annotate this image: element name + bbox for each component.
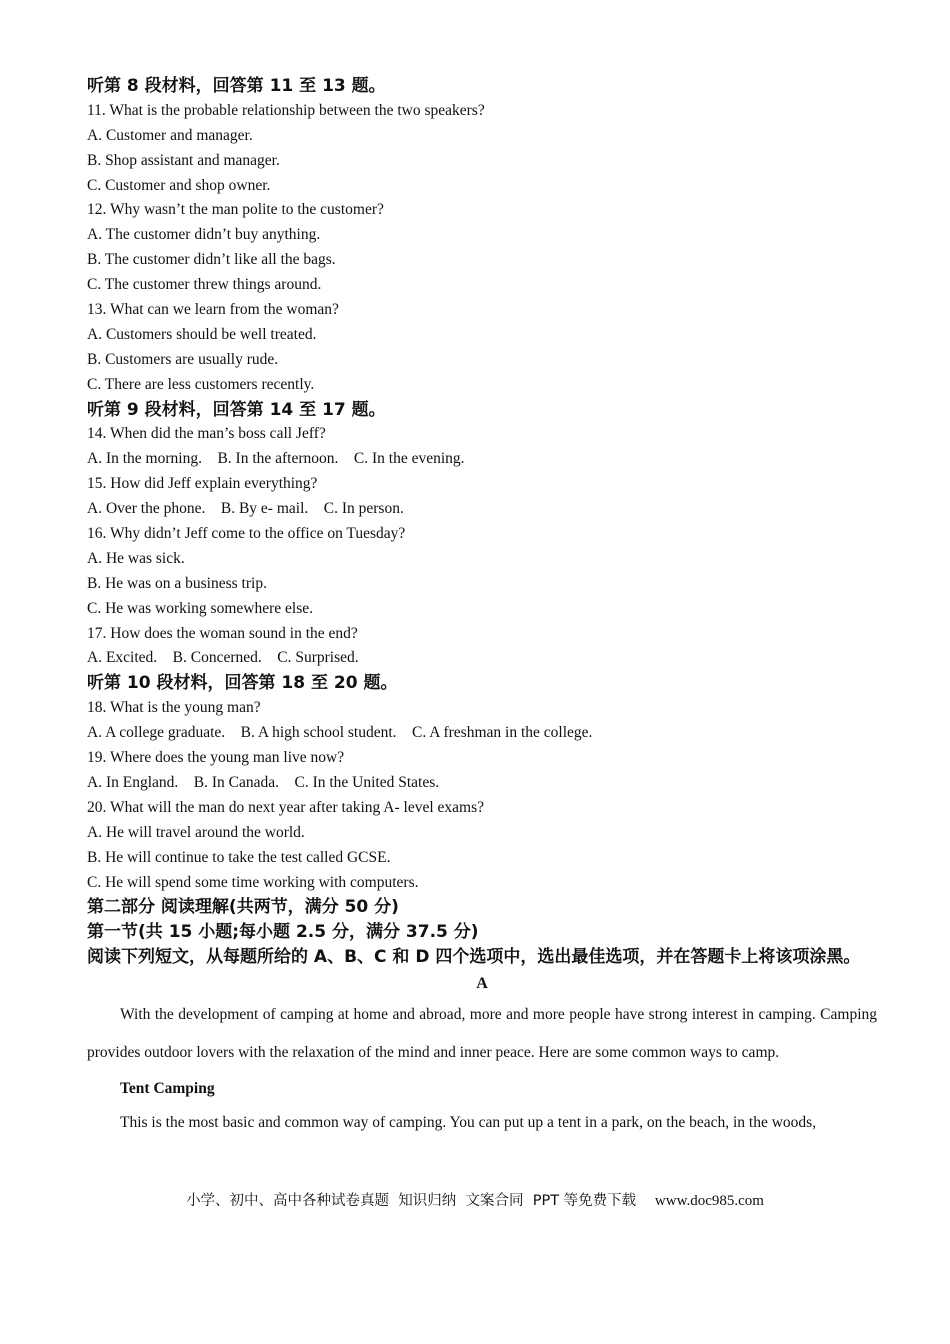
question-line: 15. How did Jeff explain everything? <box>87 475 318 493</box>
section9-heading: 听第 9 段材料，回答第 14 至 17 题。 <box>87 399 386 420</box>
question-line: 18. What is the young man? <box>87 699 261 717</box>
option-line: A. Customers should be well treated. <box>87 325 317 343</box>
question-line: 14. When did the man’s boss call Jeff? <box>87 425 326 443</box>
part2-title: 第二部分 阅读理解(共两节，满分 50 分) <box>87 897 399 918</box>
question-line: 11. What is the probable relationship between the two speakers? <box>87 101 485 119</box>
option-line: C. Customer and shop owner. <box>87 176 271 194</box>
option-line: A. He will travel around the world. <box>87 823 305 841</box>
section8-heading: 听第 8 段材料，回答第 11 至 13 题。 <box>87 76 386 96</box>
option-line: A. In England. B. In Canada. C. In the United States. <box>87 773 440 791</box>
option-line: A. Customer and manager. <box>87 126 253 144</box>
option-line: C. There are less customers recently. <box>87 375 315 393</box>
passage-label: A <box>476 975 488 993</box>
part2-instruction: 阅读下列短文，从每题所给的 A、B、C 和 D 四个选项中，选出最佳选项，并在答题卡上将该项涂黑。 <box>87 947 861 968</box>
question-line: 12. Why wasn’t the man polite to the customer? <box>87 201 384 219</box>
option-line: A. Excited. B. Concerned. C. Surprised. <box>87 649 359 667</box>
footer-url[interactable]: www.doc985.com <box>654 1193 764 1209</box>
page-footer <box>0 1191 950 1211</box>
option-line: A. He was sick. <box>87 549 185 567</box>
question-line: 16. Why didn’t Jeff come to the office on Tuesday? <box>87 525 406 543</box>
exam-page <box>87 74 877 1135</box>
option-line: C. He will spend some time working with computers. <box>87 873 419 891</box>
part2-section1-title: 第一节(共 15 小题;每小题 2.5 分，满分 37.5 分) <box>87 922 479 943</box>
question-line: 20. What will the man do next year after taking A- level exams? <box>87 798 484 816</box>
option-line: C. The customer threw things around. <box>87 276 322 294</box>
option-line: B. He was on a business trip. <box>87 574 267 592</box>
option-line: B. The customer didn’t like all the bags. <box>87 251 336 269</box>
option-line: A. A college graduate. B. A high school student. C. A freshman in the college. <box>87 724 593 742</box>
option-line: B. Shop assistant and manager. <box>87 151 280 169</box>
passage-subtitle: Tent Camping <box>120 1080 215 1098</box>
option-line: B. He will continue to take the test called GCSE. <box>87 848 391 866</box>
question-line: 17. How does the woman sound in the end? <box>87 624 358 642</box>
option-line: A. Over the phone. B. By e- mail. C. In person. <box>87 500 404 518</box>
section10-heading: 听第 10 段材料，回答第 18 至 20 题。 <box>87 673 398 694</box>
option-line: A. In the morning. B. In the afternoon. C. In the evening. <box>87 450 465 468</box>
option-line: B. Customers are usually rude. <box>87 350 279 368</box>
footer-promo: 小学、初中、高中各种试卷真题 知识归纳 文案合同 PPT 等免费下载 <box>186 1193 637 1209</box>
option-line: C. He was working somewhere else. <box>87 599 313 617</box>
option-line: A. The customer didn’t buy anything. <box>87 226 321 244</box>
passage-intro: With the development of camping at home and abroad, more and more people have strong interest in camping. Camping provides outdoor lovers with the relaxation of the mind and inner peace. Here are some common ways to camp. <box>87 1006 877 1061</box>
question-line: 13. What can we learn from the woman? <box>87 301 339 319</box>
passage-text: This is the most basic and common way of camping. You can put up a tent in a park, on the beach, in the woods, <box>120 1114 817 1132</box>
question-line: 19. Where does the young man live now? <box>87 749 345 767</box>
